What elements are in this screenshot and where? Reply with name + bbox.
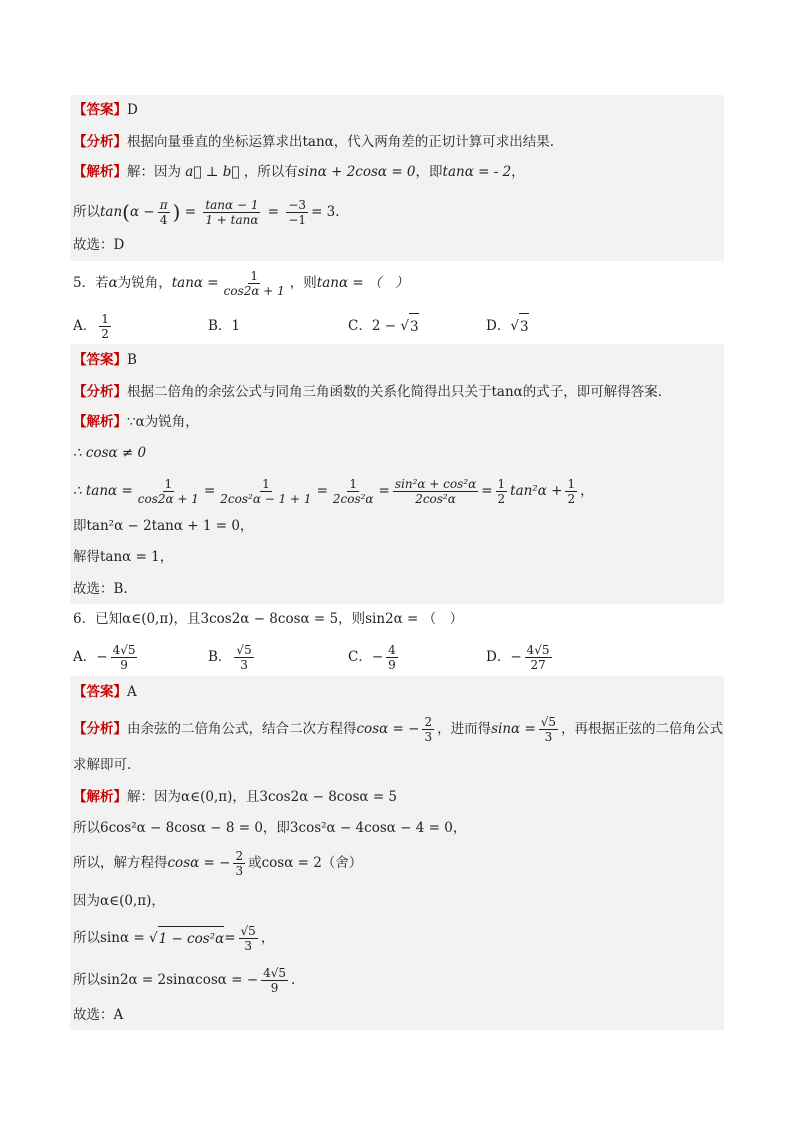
text: 解：因为 — [127, 164, 181, 180]
option-label: A． — [73, 318, 97, 334]
text: 解：因为α∈(0,π)，且3cos2α − 8cosα = 5 — [127, 789, 398, 805]
text: 所以，解方程得 — [73, 855, 168, 871]
num: √5 — [240, 923, 256, 938]
q5-solution-line-3 — [73, 473, 594, 509]
sign: − — [96, 649, 108, 665]
q5-option-c[interactable] — [348, 313, 419, 339]
den: 9 — [388, 657, 396, 672]
text: 解得tanα = 1， — [73, 549, 174, 565]
q6-option-a[interactable] — [73, 640, 140, 674]
sqrt-icon: √ — [510, 318, 519, 334]
solution-tag: 【解析】 — [73, 789, 127, 805]
formula: α — [108, 275, 118, 291]
q6-answer-line — [73, 680, 137, 704]
q6-analysis-line-2 — [73, 753, 131, 777]
analysis-text: 根据二倍角的余弦公式与同角三角函数的关系化简得出只关于tanα的式子，即可解得答案. — [127, 384, 663, 400]
text: 为锐角， — [117, 275, 172, 291]
num: 1 — [497, 476, 506, 491]
eq: = — [263, 204, 284, 220]
q5-solution-line-5 — [73, 545, 173, 569]
q5-analysis-line — [73, 380, 662, 404]
q5-option-b[interactable] — [208, 313, 240, 339]
q6-solution-line-5 — [73, 921, 274, 955]
choice-text: 故选：A — [73, 1007, 124, 1023]
text: 求解即可. — [73, 757, 132, 773]
text: . — [291, 972, 296, 988]
q6-solution-line-1 — [73, 785, 397, 809]
formula: tanα = - 2 — [442, 164, 512, 180]
sqrt-icon: √ — [144, 930, 158, 946]
num: sin²α + cos²α — [394, 476, 477, 491]
den: 4 — [159, 212, 168, 227]
result: = 3 — [311, 204, 336, 220]
den: 1 + tanα — [205, 212, 259, 227]
fraction — [239, 924, 258, 953]
radicand: 3 — [409, 313, 419, 340]
text: 所以sinα = — [73, 930, 145, 946]
num: −3 — [288, 197, 307, 212]
eq: = — [378, 483, 390, 499]
num: 1 — [567, 476, 576, 491]
num: tanα − 1 — [205, 197, 259, 212]
option-label: B． — [208, 649, 232, 665]
radicand: 3 — [519, 313, 529, 340]
formula: tan²α + — [510, 483, 563, 499]
analysis-tag: 【分析】 — [73, 721, 127, 737]
answer-tag: 【答案】 — [73, 352, 127, 368]
q6-solution-line-2 — [73, 816, 466, 840]
fraction — [386, 643, 398, 672]
fraction — [565, 477, 577, 506]
vector-perp: a⃗ ⊥ b⃗ — [181, 164, 244, 180]
text: ∵α为锐角， — [127, 414, 199, 430]
option-label: D． — [486, 649, 511, 665]
den: cos2α + 1 — [137, 491, 199, 506]
fraction — [222, 269, 287, 298]
q5-solution-line-2 — [73, 441, 146, 465]
den: 3 — [244, 938, 252, 953]
q4-answer-line — [73, 98, 138, 122]
text: ，进而得 — [437, 721, 492, 737]
num: 4√5 — [526, 642, 550, 657]
den: 3 — [424, 729, 433, 744]
den: 9 — [120, 657, 128, 672]
eq: = — [224, 930, 236, 946]
fraction — [99, 312, 111, 341]
formula: sinα + 2cosα = 0 — [297, 164, 416, 180]
num: 4√5 — [263, 965, 287, 980]
den: 2 — [101, 326, 109, 341]
num: 1 — [349, 476, 358, 491]
sign: − — [371, 649, 384, 665]
fraction — [539, 715, 558, 744]
text: 6．已知α∈(0,π)，且3cos2α − 8cosα = 5，则sin2α = （ ） — [73, 611, 464, 627]
text: 所以 — [73, 204, 100, 220]
num: 1 — [262, 476, 270, 491]
eq: = — [481, 483, 493, 499]
den: 3 — [240, 657, 248, 672]
q6-solution-line-4 — [73, 889, 165, 913]
fraction — [234, 643, 253, 672]
q6-option-b[interactable] — [208, 640, 257, 674]
answer-value: A — [127, 684, 137, 700]
den: 2cos²α — [332, 491, 374, 506]
fraction — [158, 198, 170, 227]
sqrt-icon: √ — [396, 318, 409, 334]
text: 即tan²α − 2tanα + 1 = 0， — [73, 518, 254, 534]
text: . — [335, 204, 340, 220]
fraction — [111, 643, 138, 672]
paren: ( — [122, 200, 130, 224]
num: π — [159, 197, 168, 212]
sign: − — [510, 649, 522, 665]
text: 由余弦的二倍角公式，结合二次方程得 — [127, 721, 357, 737]
fraction — [422, 715, 434, 744]
option-label: C． — [348, 649, 372, 665]
q5-answer-line — [73, 348, 137, 372]
text: ，即 — [415, 164, 443, 180]
fraction — [286, 198, 308, 227]
analysis-tag: 【分析】 — [73, 134, 127, 150]
answer-tag: 【答案】 — [73, 102, 127, 118]
q5-choice-line — [73, 577, 128, 601]
den: −1 — [288, 212, 307, 227]
fraction — [218, 477, 313, 506]
fraction — [203, 198, 260, 227]
option-label: A． — [73, 649, 97, 665]
eq: = — [316, 483, 328, 499]
text: 或cosα = 2（舍） — [248, 855, 363, 871]
q5-option-d[interactable] — [486, 313, 529, 339]
num: √5 — [540, 714, 557, 729]
den: 3 — [235, 863, 244, 878]
q6-solution-line-3 — [73, 846, 362, 880]
num: 2 — [424, 714, 433, 729]
formula: tanα = （ ） — [316, 275, 409, 291]
num: 1 — [101, 311, 109, 326]
fraction — [261, 966, 288, 995]
q6-stem — [73, 607, 463, 631]
q6-analysis-line-1 — [73, 712, 723, 746]
option-label: B．1 — [208, 318, 241, 334]
den: cos2α + 1 — [223, 283, 285, 298]
fraction — [496, 477, 508, 506]
num: 4 — [388, 642, 396, 657]
formula: 2 − — [371, 318, 397, 334]
den: 2 — [497, 491, 506, 506]
text: ， — [511, 164, 525, 180]
q6-option-c[interactable] — [348, 640, 401, 674]
solution-tag: 【解析】 — [73, 414, 127, 430]
eq: = — [180, 204, 201, 220]
formula: α − — [129, 204, 155, 220]
fraction — [136, 477, 201, 506]
paren: ) — [172, 200, 181, 224]
num: 4√5 — [112, 642, 136, 657]
num: 1 — [250, 268, 259, 283]
option-label: C． — [348, 318, 372, 334]
formula: ∴ cosα ≠ 0 — [73, 445, 147, 461]
choice-text: 故选：D — [73, 237, 125, 253]
text: 所以sin2α = 2sinαcosα = − — [73, 972, 259, 988]
num: √5 — [236, 642, 252, 657]
formula: tanα = — [171, 275, 219, 291]
q6-option-d[interactable] — [486, 640, 555, 674]
q4-solution-line-1 — [73, 160, 525, 184]
option-label: D． — [486, 318, 511, 334]
answer-value: D — [127, 102, 138, 118]
fraction — [233, 849, 245, 878]
q4-choice-line — [73, 233, 124, 257]
fraction — [393, 477, 478, 506]
text: 5．若 — [73, 275, 109, 291]
fraction — [525, 643, 552, 672]
num: 1 — [164, 476, 173, 491]
formula: cosα = − — [167, 855, 231, 871]
text: ，所以有 — [243, 164, 298, 180]
den: 2cos²α − 1 + 1 — [220, 491, 312, 506]
den: 2 — [567, 491, 576, 506]
q5-stem — [73, 266, 408, 300]
radicand: 1 − cos²α — [158, 926, 225, 951]
formula: ∴ tanα = — [73, 483, 133, 499]
den: 9 — [270, 980, 279, 995]
den: 2cos²α — [415, 491, 456, 506]
choice-text: 故选：B. — [73, 581, 128, 597]
formula: sinα = — [491, 721, 536, 737]
answer-tag: 【答案】 — [73, 684, 127, 700]
text: 因为α∈(0,π)， — [73, 893, 165, 909]
analysis-text: 根据向量垂直的坐标运算求出tanα，代入两角差的正切计算可求出结果. — [127, 134, 555, 150]
text: ，再根据正弦的二倍角公式 — [561, 721, 724, 737]
eq: = — [203, 483, 216, 499]
q4-analysis-line — [73, 130, 554, 154]
fraction — [331, 477, 376, 506]
text: ，则 — [289, 275, 317, 291]
q6-solution-line-6 — [73, 963, 295, 997]
text: 所以6cos²α − 8cosα − 8 = 0，即3cos²α − 4cosα − 4 = 0， — [73, 820, 467, 836]
num: 2 — [235, 848, 244, 863]
den: 3 — [544, 729, 553, 744]
q5-solution-line-1 — [73, 410, 199, 434]
text: ， — [580, 483, 594, 499]
solution-tag: 【解析】 — [73, 164, 127, 180]
q5-solution-line-4 — [73, 514, 253, 538]
q5-option-a[interactable] — [73, 310, 114, 342]
analysis-tag: 【分析】 — [73, 384, 127, 400]
q6-choice-line — [73, 1003, 123, 1027]
q4-solution-line-2 — [73, 195, 340, 229]
answer-value: B — [127, 352, 137, 368]
formula: tan — [100, 204, 123, 220]
text: ， — [260, 930, 275, 946]
den: 27 — [530, 657, 546, 672]
formula: cosα = − — [356, 721, 420, 737]
